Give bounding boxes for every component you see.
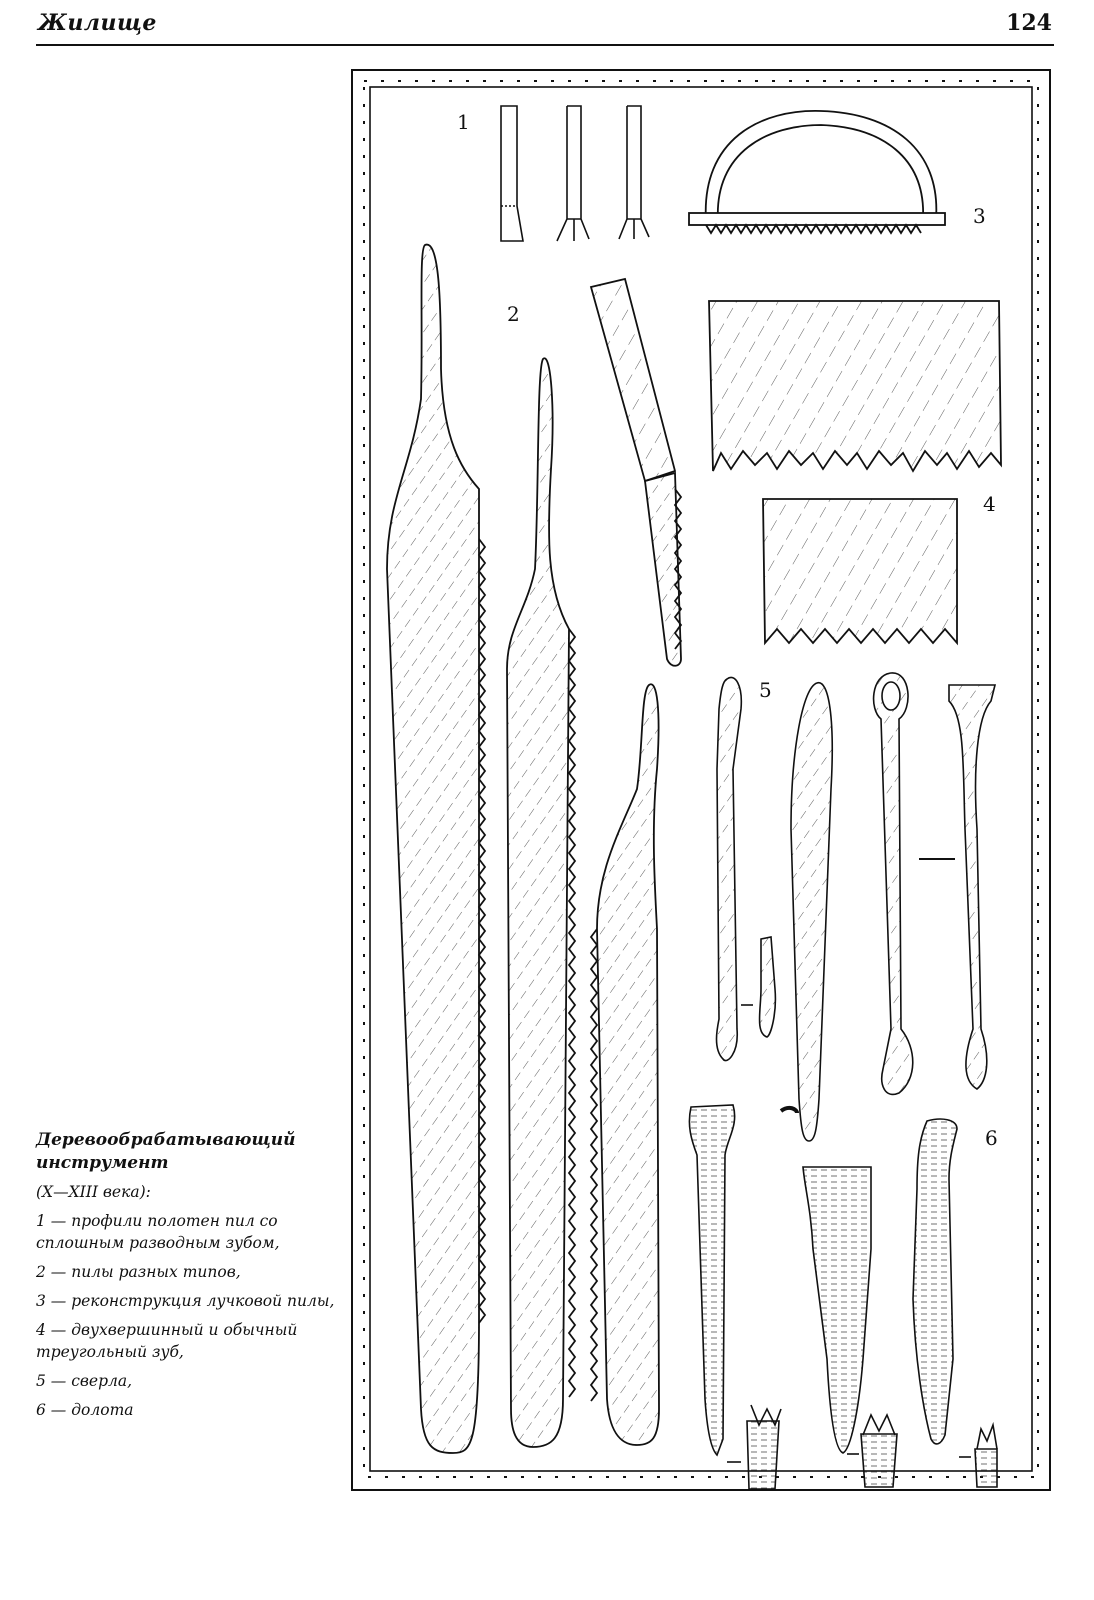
figure-label-2: 2 <box>507 302 520 326</box>
figure-label-1: 1 <box>457 110 470 134</box>
figure-label-4: 4 <box>983 492 996 516</box>
drill-bit-icon <box>717 673 996 1141</box>
caption-period: (X—XIII века): <box>36 1183 151 1201</box>
hand-saw-icon <box>387 245 681 1453</box>
caption-item: 2 — пилы разных типов, <box>36 1263 241 1281</box>
figure-label-3: 3 <box>973 204 986 228</box>
caption-item: 4 — двухвершинный и обычный треугольный зуб, <box>36 1321 298 1361</box>
caption-title: Деревообрабатывающий инструмент <box>36 1130 296 1173</box>
chisel-icon <box>689 1105 997 1489</box>
page-header-title: Жилище <box>38 10 157 36</box>
saw-profile-icon <box>501 106 649 241</box>
figure-label-5: 5 <box>759 678 772 702</box>
caption-item: 3 — реконструкция лучковой пилы, <box>36 1292 335 1310</box>
caption-item: 1 — профили полотен пил со сплошным разводным зубом, <box>36 1212 280 1252</box>
header-divider <box>36 44 1054 46</box>
figure-label-6: 6 <box>985 1126 998 1150</box>
page-number: 124 <box>1006 10 1052 36</box>
saw-teeth-icon <box>709 301 1001 643</box>
bow-saw-icon <box>689 111 945 233</box>
caption-item: 6 — долота <box>36 1401 134 1419</box>
figure-caption <box>36 1129 336 1421</box>
caption-item: 5 — сверла, <box>36 1372 133 1390</box>
tools-illustration <box>351 69 1051 1491</box>
